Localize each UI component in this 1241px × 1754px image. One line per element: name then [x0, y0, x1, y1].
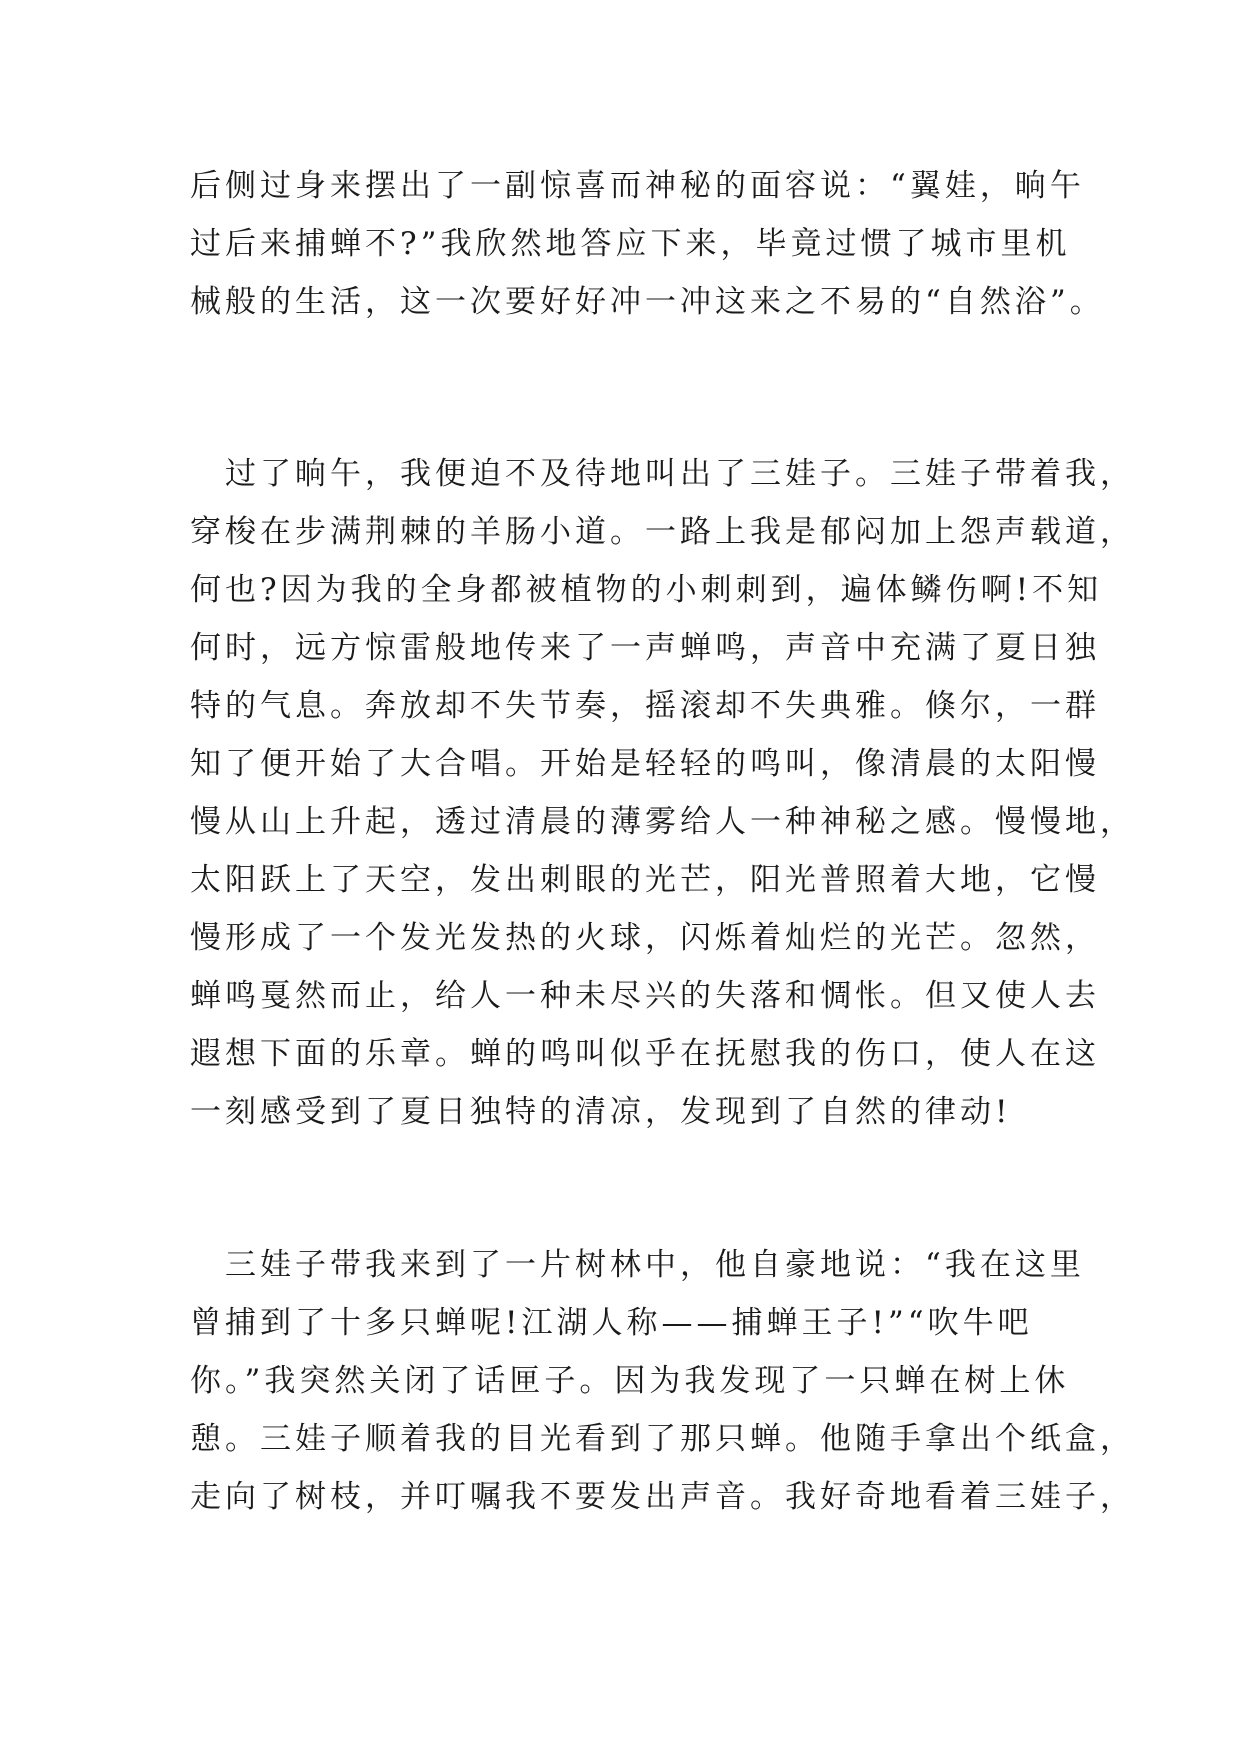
text-line: 过后来捕蝉不?”我欣然地答应下来，毕竟过惯了城市里机 — [190, 226, 1071, 262]
text-line: 过了晌午，我便迫不及待地叫出了三娃子。三娃子带着我， — [190, 456, 1135, 492]
text-line: 一刻感受到了夏日独特的清凉，发现到了自然的律动! — [190, 1094, 1012, 1130]
text-line: 曾捕到了十多只蝉呢!江湖人称——捕蝉王子!”“吹牛吧 — [190, 1305, 1033, 1341]
text-line: 械般的生活，这一次要好好冲一冲这来之不易的“自然浴”。 — [190, 284, 1105, 320]
paragraph-2 — [190, 445, 1135, 1141]
text-line: 何也?因为我的全身都被植物的小刺刺到，遍体鳞伤啊!不知 — [190, 572, 1103, 608]
text-line: 憩。三娃子顺着我的目光看到了那只蝉。他随手拿出个纸盒， — [190, 1421, 1135, 1457]
text-line: 何时，远方惊雷般地传来了一声蝉鸣，声音中充满了夏日独 — [190, 630, 1100, 666]
text-line: 后侧过身来摆出了一副惊喜而神秘的面容说：“翼娃，晌午 — [190, 168, 1085, 204]
paragraph-1 — [190, 157, 1105, 331]
text-line: 慢从山上升起，透过清晨的薄雾给人一种神秘之感。慢慢地， — [190, 804, 1135, 840]
text-line: 蝉鸣戛然而止，给人一种未尽兴的失落和惆怅。但又使人去 — [190, 978, 1100, 1014]
text-line: 知了便开始了大合唱。开始是轻轻的鸣叫，像清晨的太阳慢 — [190, 746, 1100, 782]
text-line: 穿梭在步满荆棘的羊肠小道。一路上我是郁闷加上怨声载道， — [190, 514, 1135, 550]
text-line: 遐想下面的乐章。蝉的鸣叫似乎在抚慰我的伤口，使人在这 — [190, 1036, 1100, 1072]
text-line: 慢形成了一个发光发热的火球，闪烁着灿烂的光芒。忽然， — [190, 920, 1100, 956]
text-line: 走向了树枝，并叮嘱我不要发出声音。我好奇地看着三娃子， — [190, 1479, 1135, 1515]
text-line: 三娃子带我来到了一片树林中，他自豪地说：“我在这里 — [190, 1247, 1085, 1283]
text-line: 太阳跃上了天空，发出刺眼的光芒，阳光普照着大地，它慢 — [190, 862, 1100, 898]
text-line: 你。”我突然关闭了话匣子。因为我发现了一只蝉在树上休 — [190, 1363, 1070, 1399]
paragraph-3 — [190, 1236, 1135, 1526]
text-line: 特的气息。奔放却不失节奏，摇滚却不失典雅。倏尔，一群 — [190, 688, 1100, 724]
